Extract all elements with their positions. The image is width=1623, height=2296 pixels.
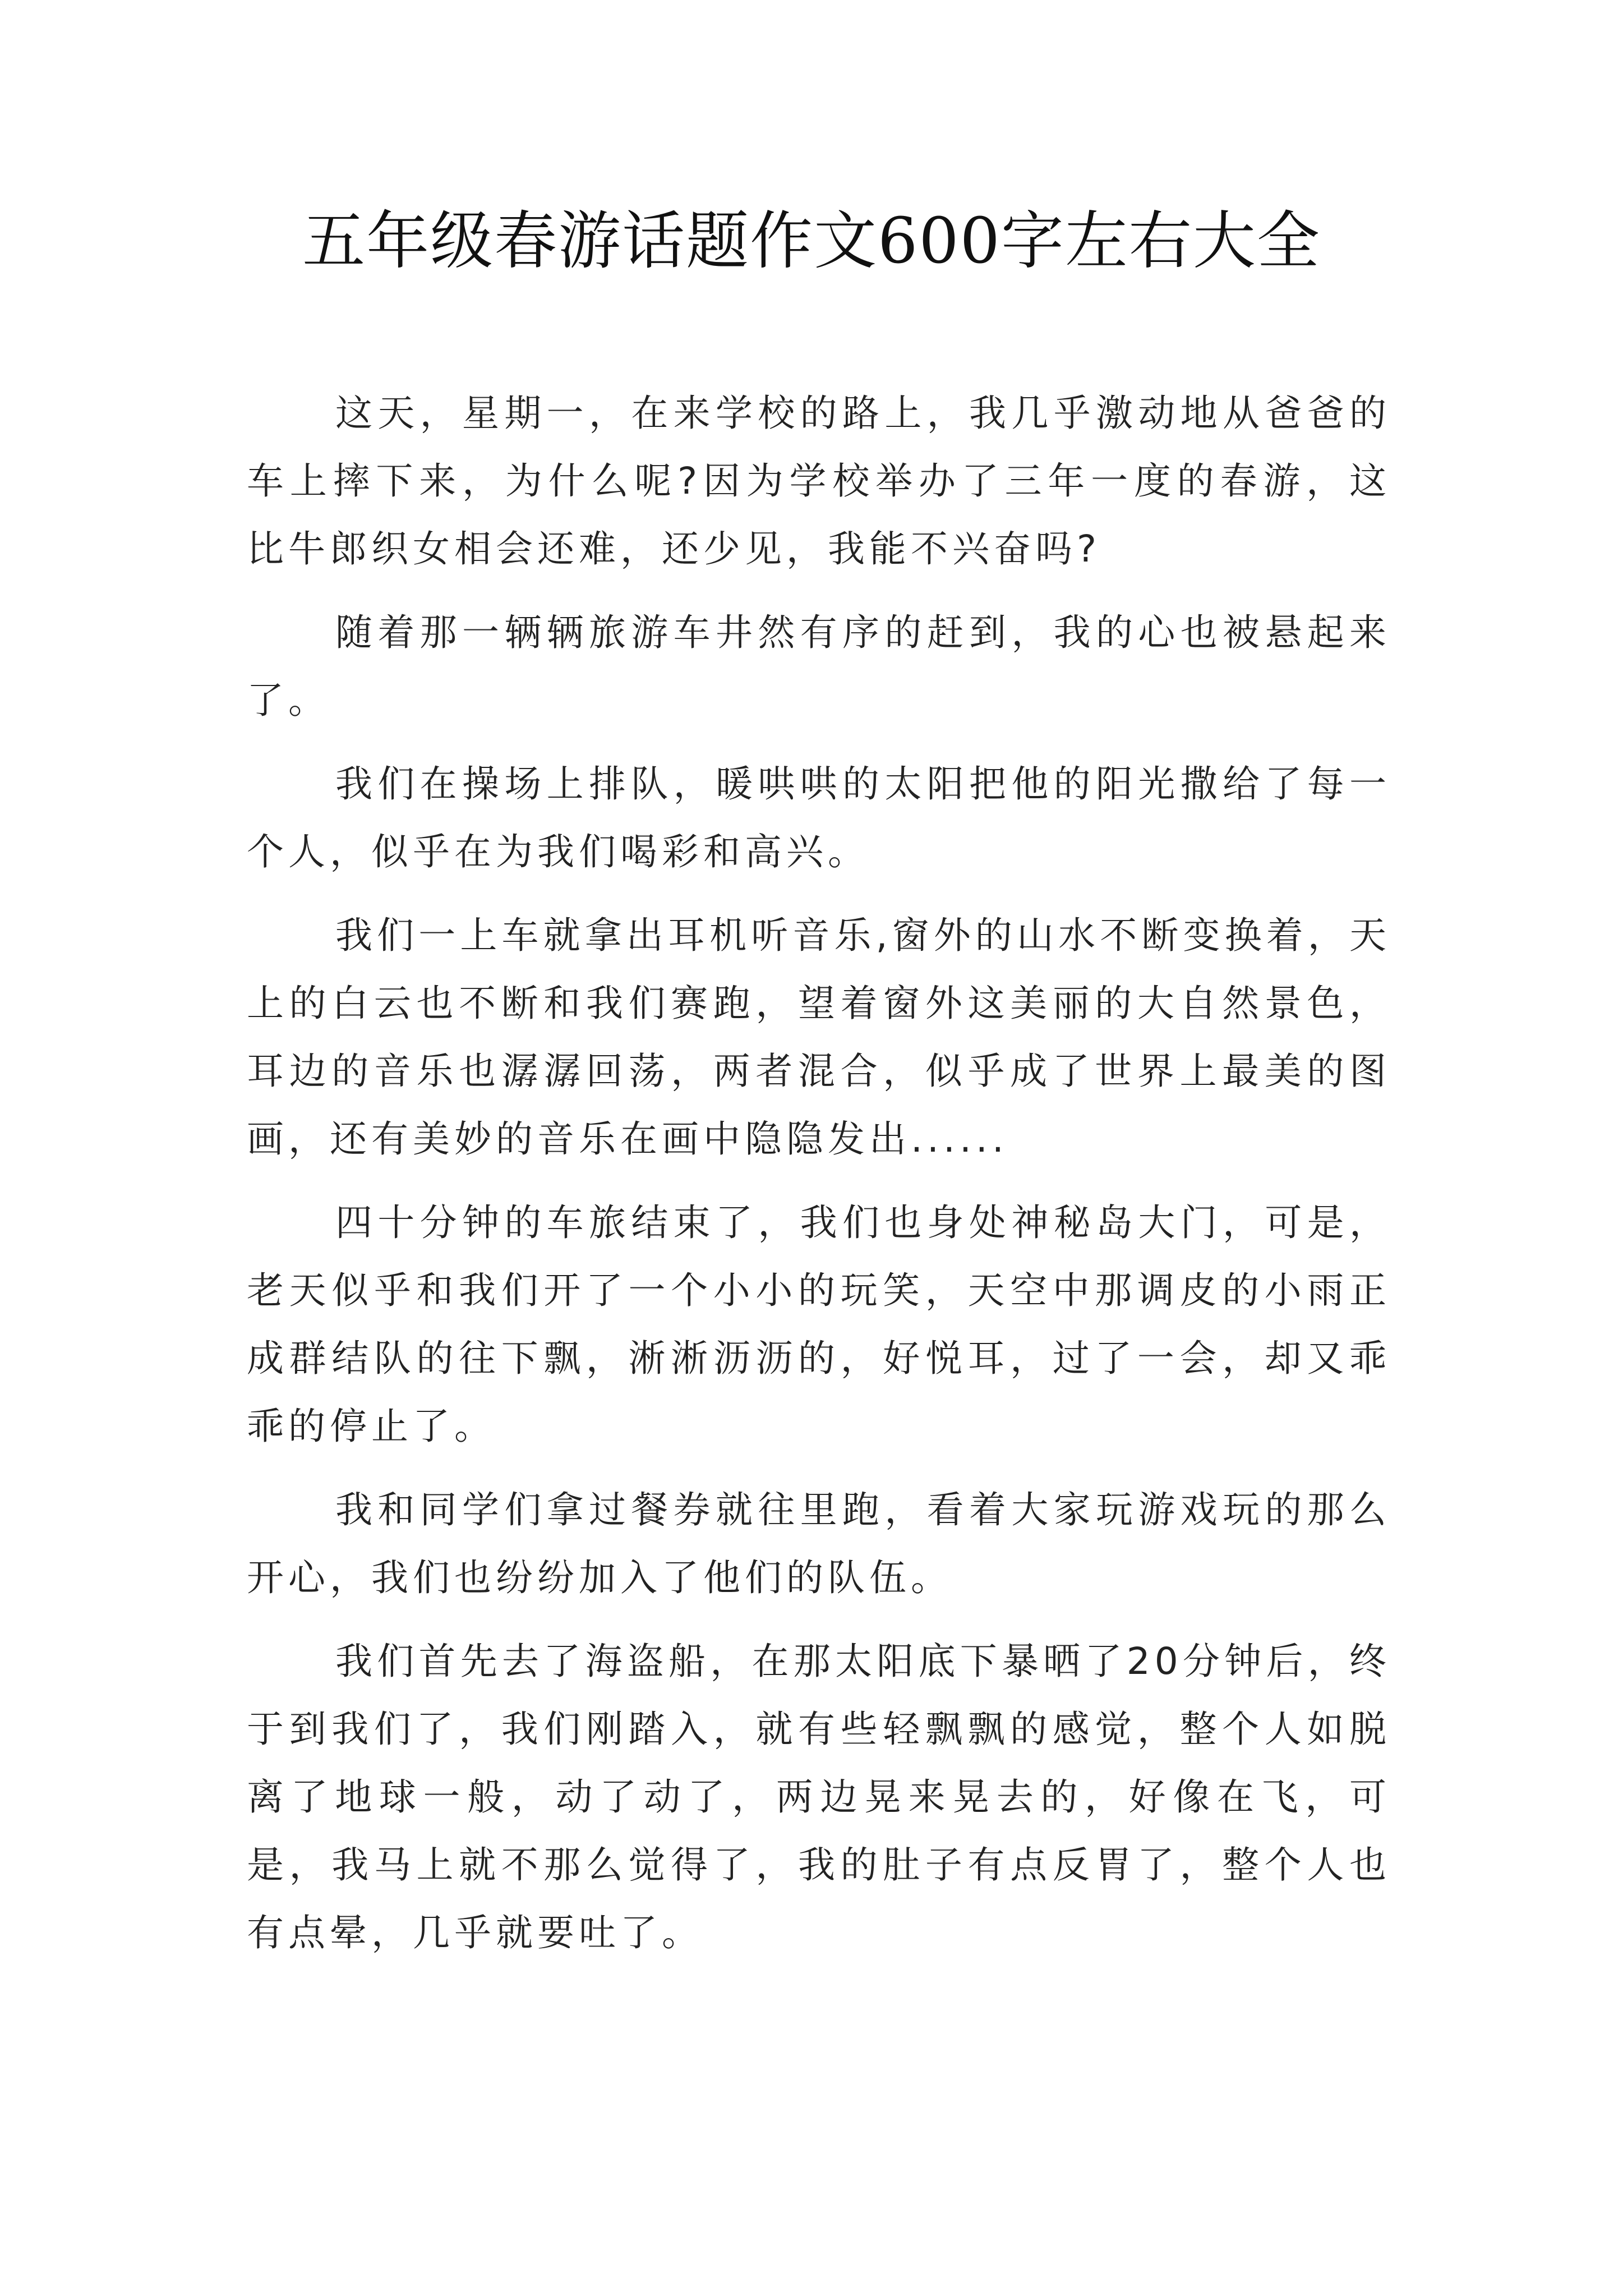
document-body xyxy=(247,379,1391,1982)
paragraph-3: 我们在操场上排队，暖哄哄的太阳把他的阳光撒给了每一个人，似乎在为我们喝彩和高兴。 xyxy=(247,762,1391,873)
paragraph-4: 我们一上车就拿出耳机听音乐,窗外的山水不断变换着，天上的白云也不断和我们赛跑，望着窗外这美丽的大自然景色，耳边的音乐也潺潺回荡，两者混合，似乎成了世界上最美的图画，还有美妙的音乐在画中隐隐发出...... xyxy=(247,914,1391,1161)
paragraph-6: 我和同学们拿过餐券就往里跑，看着大家玩游戏玩的那么开心，我们也纷纷加入了他们的队伍。 xyxy=(247,1488,1391,1599)
paragraph-7: 我们首先去了海盗船，在那太阳底下暴晒了20分钟后，终于到我们了，我们刚踏入，就有些轻飘飘的感觉，整个人如脱离了地球一般，动了动了，两边晃来晃去的，好像在飞，可是，我马上就不那么觉得了，我的肚子有点反胃了，整个人也有点晕，几乎就要吐了。 xyxy=(247,1640,1391,1954)
paragraph-2: 随着那一辆辆旅游车井然有序的赶到，我的心也被悬起来了。 xyxy=(247,611,1391,722)
paragraph-5: 四十分钟的车旅结束了，我们也身处神秘岛大门，可是，老天似乎和我们开了一个小小的玩笑，天空中那调皮的小雨正成群结队的往下飘，淅淅沥沥的，好悦耳，过了一会，却又乖乖的停止了。 xyxy=(247,1201,1391,1448)
paragraph-1: 这天，星期一，在来学校的路上，我几乎激动地从爸爸的车上摔下来，为什么呢?因为学校举办了三年一度的春游，这比牛郎织女相会还难，还少见，我能不兴奋吗? xyxy=(247,392,1391,570)
document-title: 五年级春游话题作文600字左右大全 xyxy=(302,205,1321,278)
